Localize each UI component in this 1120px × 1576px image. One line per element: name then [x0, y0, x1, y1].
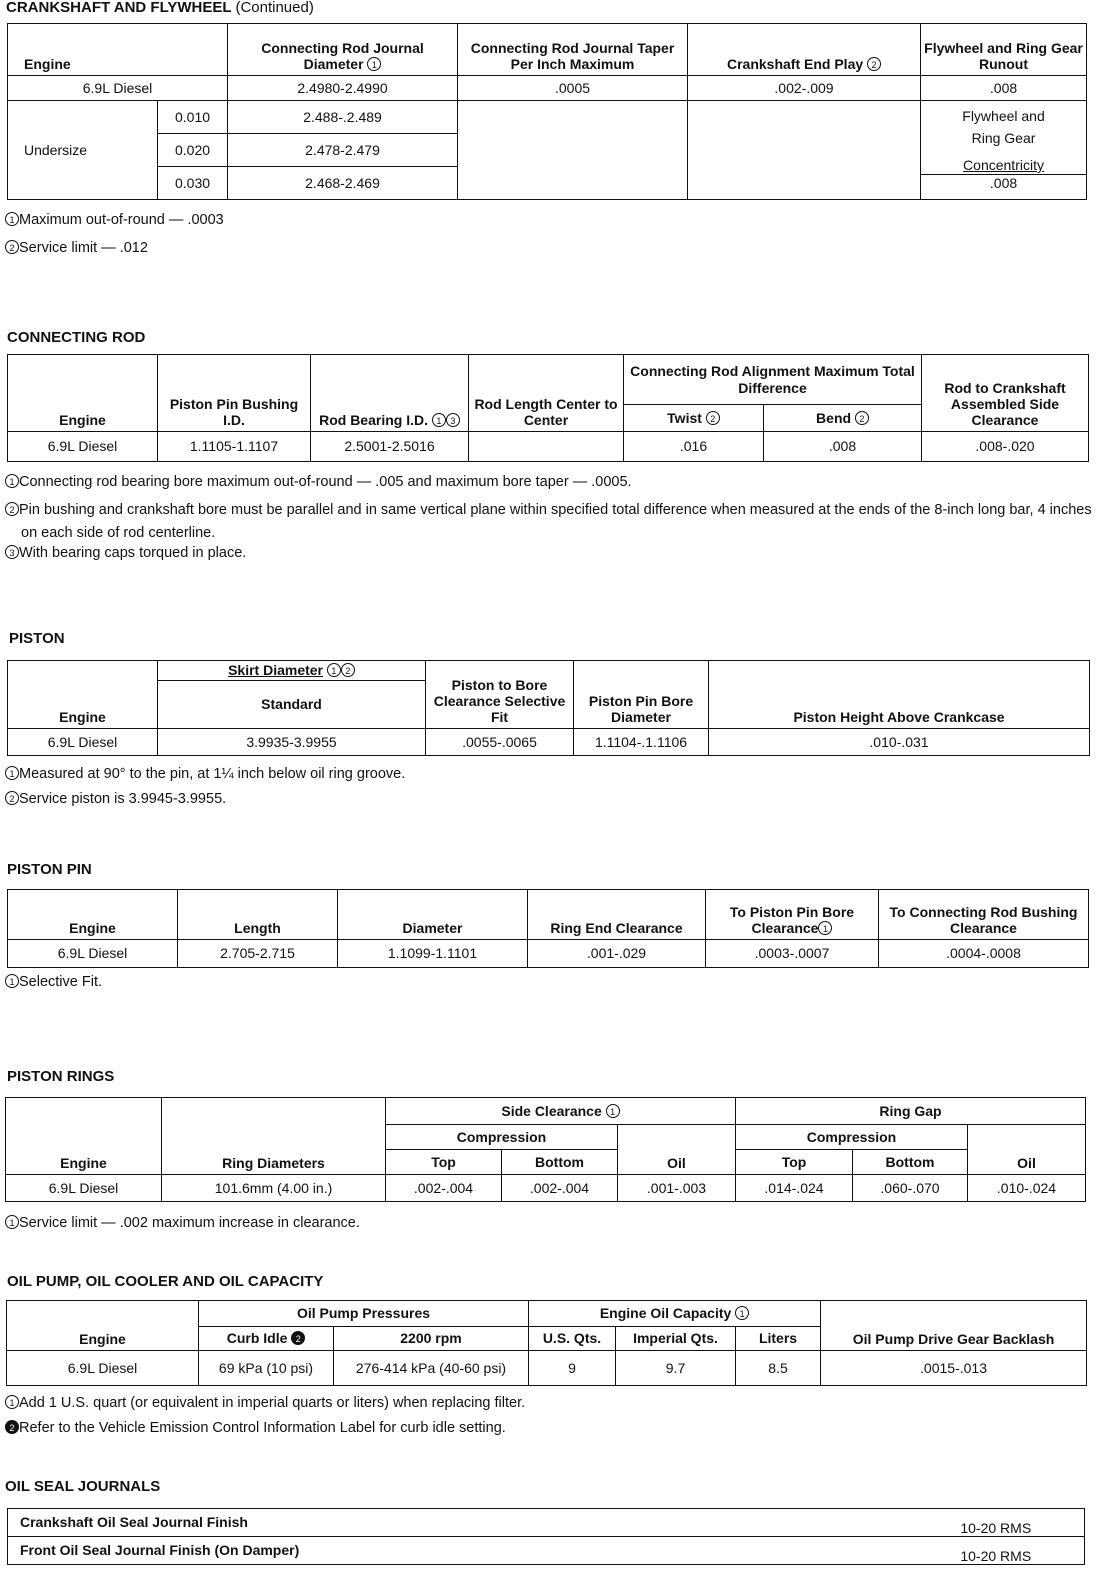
cell-engine: 6.9L Diesel: [8, 432, 158, 462]
cell-engine: 6.9L Diesel: [8, 940, 178, 968]
section-title-crankshaft: CRANKSHAFT AND FLYWHEEL (Continued): [6, 0, 314, 16]
concentricity-value: .008: [921, 174, 1086, 192]
header-us-qts: U.S. Qts.: [529, 1327, 616, 1351]
cell-journal-taper: .0005: [458, 76, 688, 101]
header-diameter: Diameter: [338, 890, 528, 940]
header-journal-diameter: Connecting Rod Journal Diameter 1: [228, 24, 458, 76]
footnote-1: 1 Selective Fit.: [5, 974, 102, 990]
section-title-oil-pump: OIL PUMP, OIL COOLER AND OIL CAPACITY: [7, 1273, 324, 1290]
header-rod-bearing: Rod Bearing I.D. 1 3: [311, 355, 469, 432]
cell-diameter: 1.1099-1.1101: [338, 940, 528, 968]
cell-seal-label: Crankshaft Oil Seal Journal Finish: [8, 1509, 908, 1537]
piston-rings-table: [5, 1097, 1086, 1202]
cell-sc-bottom: .002-.004: [502, 1175, 618, 1202]
header-twist: Twist 2: [624, 405, 764, 432]
cell-gap-top: .014-.024: [736, 1175, 853, 1202]
cell-engine: 6.9L Diesel: [8, 729, 158, 756]
cell-pin-bore: 1.1104-.1.1106: [574, 729, 709, 756]
cell-rod-bushing-clearance: .0004-.0008: [879, 940, 1089, 968]
header-oil: Oil: [968, 1125, 1086, 1175]
header-engine: Engine: [8, 661, 158, 729]
cell-bore-clearance: .0055-.0065: [426, 729, 574, 756]
header-standard: Standard: [158, 681, 426, 729]
header-piston-height: Piston Height Above Crankcase: [709, 661, 1090, 729]
header-flywheel-runout: Flywheel and Ring Gear Runout: [921, 24, 1087, 76]
header-journal-taper: Connecting Rod Journal Taper Per Inch Maximum: [458, 24, 688, 76]
cell-engine: 6.9L Diesel: [7, 1351, 199, 1386]
cell-sc-oil: .001-.003: [618, 1175, 736, 1202]
cell-undersize-diameter: 2.488-.2.489: [228, 101, 458, 134]
header-side-clearance: Rod to Crankshaft Assembled Side Clearance: [922, 355, 1089, 432]
section-title-piston: PISTON: [9, 630, 65, 647]
header-oil: Oil: [618, 1125, 736, 1175]
cell-piston-height: .010-.031: [709, 729, 1090, 756]
cell-engine: 6.9L Diesel: [6, 1175, 162, 1202]
cell-ring-diameters: 101.6mm (4.00 in.): [162, 1175, 386, 1202]
oil-seal-table: [7, 1508, 1085, 1565]
cell-undersize-size: 0.010: [158, 101, 228, 134]
footnote-1: 1 Maximum out-of-round — .0003: [5, 212, 224, 228]
header-compression: Compression: [386, 1125, 618, 1150]
cell-rod-bearing: 2.5001-2.5016: [311, 432, 469, 462]
cell-imperial-qts: 9.7: [616, 1351, 736, 1386]
header-imperial-qts: Imperial Qts.: [616, 1327, 736, 1351]
header-2200-rpm: 2200 rpm: [334, 1327, 529, 1351]
header-bore-clearance: Piston to Bore Clearance Selective Fit: [426, 661, 574, 729]
footnote-2-icon: 2: [867, 57, 881, 71]
crankshaft-table: [7, 23, 1087, 200]
cell-2200-rpm: 276-414 kPa (40-60 psi): [334, 1351, 529, 1386]
cell-engine: 6.9L Diesel: [8, 76, 228, 101]
header-length: Length: [178, 890, 338, 940]
cell-journal-diameter: 2.4980-2.4990: [228, 76, 458, 101]
header-oil-pump-pressures: Oil Pump Pressures: [199, 1301, 529, 1327]
header-engine: Engine: [6, 1098, 162, 1175]
header-ring-gap: Ring Gap: [736, 1098, 1086, 1125]
header-engine: Engine: [8, 355, 158, 432]
footnote-2: 2 Refer to the Vehicle Emission Control Information Label for curb idle setting.: [5, 1420, 506, 1436]
cell-twist: .016: [624, 432, 764, 462]
header-top: Top: [386, 1150, 502, 1175]
section-title-piston-rings: PISTON RINGS: [7, 1068, 115, 1085]
header-liters: Liters: [736, 1327, 821, 1351]
header-bottom: Bottom: [502, 1150, 618, 1175]
cell-undersize-size: 0.020: [158, 134, 228, 167]
header-skirt-diameter: Skirt Diameter 1 2: [158, 661, 426, 681]
footnote-1: 1 Add 1 U.S. quart (or equivalent in imperial quarts or liters) when replacing filter.: [5, 1395, 525, 1411]
cell-undersize-size: 0.030: [158, 167, 228, 200]
cell-empty: [688, 101, 921, 200]
header-rod-length: Rod Length Center to Center: [469, 355, 624, 432]
footnote-1: 1 Measured at 90° to the pin, at 1¼ inch below oil ring groove.: [5, 766, 405, 782]
cell-pin-bore-clearance: .0003-.0007: [706, 940, 879, 968]
cell-empty: [458, 101, 688, 200]
header-engine: Engine: [8, 24, 228, 76]
cell-liters: 8.5: [736, 1351, 821, 1386]
header-ring-end-clearance: Ring End Clearance: [528, 890, 706, 940]
cell-seal-value: 10-20 RMS: [908, 1537, 1085, 1565]
cell-seal-value: 10-20 RMS: [908, 1509, 1085, 1537]
piston-pin-table: [7, 889, 1089, 968]
connecting-rod-table: [7, 354, 1089, 462]
cell-curb-idle: 69 kPa (10 psi): [199, 1351, 334, 1386]
header-side-clearance: Side Clearance 1: [386, 1098, 736, 1125]
piston-table: [7, 660, 1090, 756]
cell-ring-end-clearance: .001-.029: [528, 940, 706, 968]
cell-rod-length: [469, 432, 624, 462]
header-end-play: Crankshaft End Play 2: [688, 24, 921, 76]
cell-end-play: .002-.009: [688, 76, 921, 101]
cell-seal-label: Front Oil Seal Journal Finish (On Damper): [8, 1537, 908, 1565]
cell-bend: .008: [764, 432, 922, 462]
footnote-2: 2 Pin bushing and crankshaft bore must be parallel and in same vertical plane within specified total difference when measured at the ends of the 8-inch long bar, 4 inches on each side of rod centerline.: [5, 499, 1111, 545]
section-title-piston-pin: PISTON PIN: [7, 861, 92, 878]
oil-pump-table: [6, 1300, 1087, 1386]
header-pin-bore-clearance: To Piston Pin Bore Clearance 1: [706, 890, 879, 940]
cell-side-clearance: .008-.020: [922, 432, 1089, 462]
cell-us-qts: 9: [529, 1351, 616, 1386]
cell-flywheel-runout: .008: [921, 76, 1087, 101]
header-rod-bushing-clearance: To Connecting Rod Bushing Clearance: [879, 890, 1089, 940]
section-title-connecting-rod: CONNECTING ROD: [7, 329, 146, 346]
header-pin-bushing: Piston Pin Bushing I.D.: [158, 355, 311, 432]
header-engine: Engine: [7, 1301, 199, 1351]
footnote-3: 3 With bearing caps torqued in place.: [5, 545, 246, 561]
cell-gap-bottom: .060-.070: [853, 1175, 968, 1202]
footnote-1: 1 Service limit — .002 maximum increase in clearance.: [5, 1215, 360, 1231]
cell-pin-bushing: 1.1105-1.1107: [158, 432, 311, 462]
cell-gap-oil: .010-.024: [968, 1175, 1086, 1202]
header-top: Top: [736, 1150, 853, 1175]
cell-concentricity: Flywheel and Ring Gear Concentricity .008: [921, 101, 1087, 200]
footnote-1-icon: 1: [367, 57, 381, 71]
header-engine-oil-capacity: Engine Oil Capacity 1: [529, 1301, 821, 1327]
header-alignment: Connecting Rod Alignment Maximum Total Difference: [624, 355, 922, 405]
cell-undersize-label: Undersize: [8, 101, 158, 200]
footnote-1: 1 Connecting rod bearing bore maximum out-of-round — .005 and maximum bore taper — .0005.: [5, 474, 632, 490]
cell-standard: 3.9935-3.9955: [158, 729, 426, 756]
section-title-oil-seal-journals: OIL SEAL JOURNALS: [5, 1478, 161, 1495]
header-compression: Compression: [736, 1125, 968, 1150]
header-backlash: Oil Pump Drive Gear Backlash: [821, 1301, 1087, 1351]
cell-sc-top: .002-.004: [386, 1175, 502, 1202]
footnote-2: 2 Service limit — .012: [5, 240, 148, 256]
header-engine: Engine: [8, 890, 178, 940]
cell-undersize-diameter: 2.478-2.479: [228, 134, 458, 167]
cell-undersize-diameter: 2.468-2.469: [228, 167, 458, 200]
header-curb-idle: Curb Idle 2: [199, 1327, 334, 1351]
header-bend: Bend 2: [764, 405, 922, 432]
cell-backlash: .0015-.013: [821, 1351, 1087, 1386]
header-pin-bore: Piston Pin Bore Diameter: [574, 661, 709, 729]
header-ring-diameters: Ring Diameters: [162, 1098, 386, 1175]
header-bottom: Bottom: [853, 1150, 968, 1175]
footnote-2: 2 Service piston is 3.9945-3.9955.: [5, 791, 226, 807]
cell-length: 2.705-2.715: [178, 940, 338, 968]
